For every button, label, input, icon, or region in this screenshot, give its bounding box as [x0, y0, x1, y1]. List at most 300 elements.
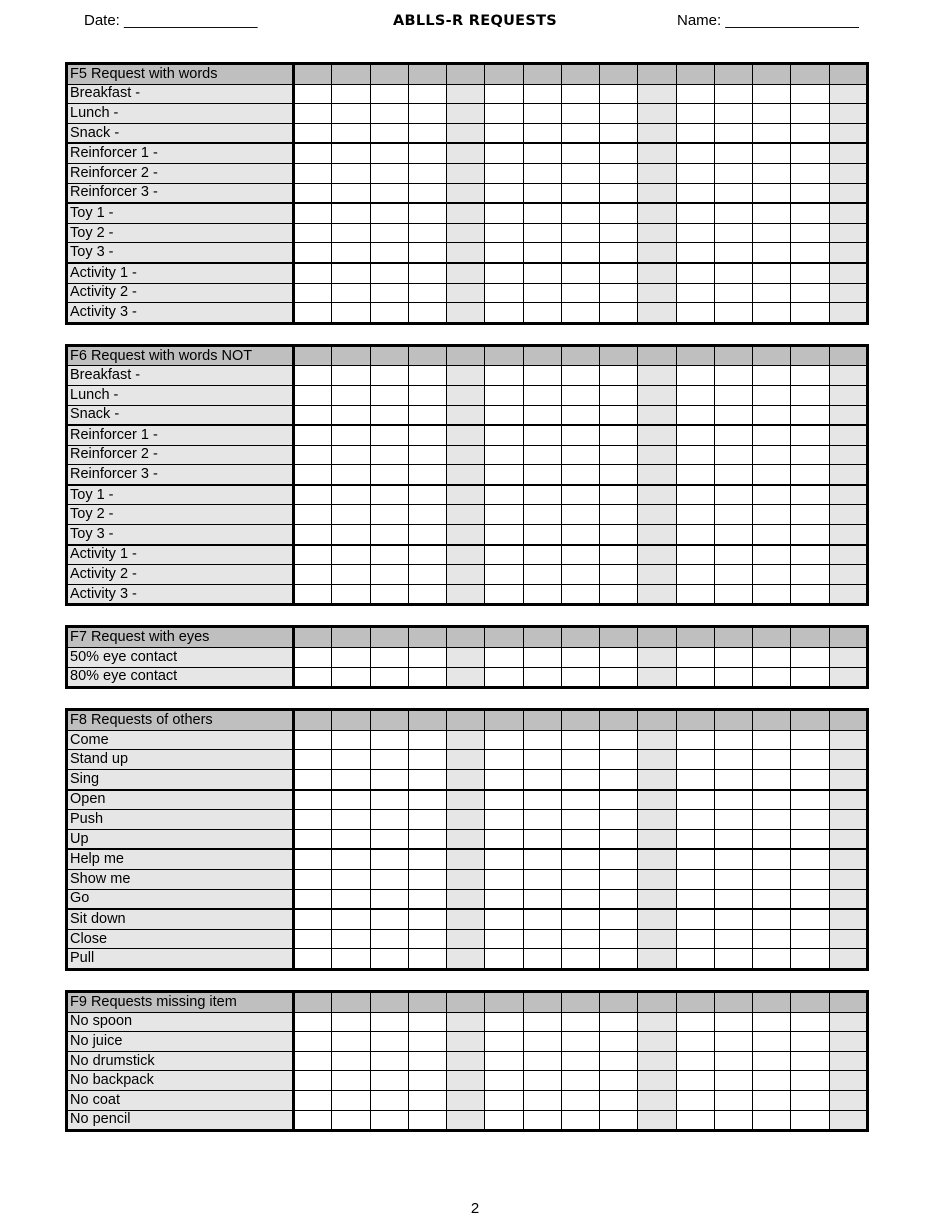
tally-cell[interactable]	[676, 366, 714, 386]
tally-cell[interactable]	[829, 730, 867, 750]
tally-cell[interactable]	[523, 465, 561, 485]
tally-cell[interactable]	[523, 545, 561, 565]
tally-cell[interactable]	[600, 425, 638, 445]
tally-cell[interactable]	[370, 730, 408, 750]
tally-cell[interactable]	[600, 505, 638, 525]
tally-cell[interactable]	[485, 183, 523, 203]
tally-cell[interactable]	[753, 104, 791, 124]
tally-cell[interactable]	[485, 505, 523, 525]
tally-cell[interactable]	[600, 648, 638, 668]
tally-cell[interactable]	[753, 405, 791, 425]
tally-cell[interactable]	[638, 465, 676, 485]
tally-cell[interactable]	[829, 505, 867, 525]
tally-cell[interactable]	[676, 1071, 714, 1091]
tally-cell[interactable]	[791, 929, 829, 949]
tally-cell[interactable]	[408, 243, 446, 263]
tally-cell[interactable]	[332, 770, 370, 790]
tally-cell[interactable]	[791, 243, 829, 263]
tally-cell[interactable]	[370, 849, 408, 869]
tally-cell[interactable]	[600, 84, 638, 104]
tally-cell[interactable]	[676, 183, 714, 203]
tally-cell[interactable]	[676, 163, 714, 183]
tally-cell[interactable]	[523, 565, 561, 585]
tally-cell[interactable]	[370, 1032, 408, 1052]
tally-cell[interactable]	[638, 770, 676, 790]
tally-cell[interactable]	[408, 750, 446, 770]
tally-cell[interactable]	[600, 366, 638, 386]
tally-cell[interactable]	[753, 505, 791, 525]
tally-cell[interactable]	[753, 84, 791, 104]
tally-cell[interactable]	[408, 1032, 446, 1052]
tally-cell[interactable]	[485, 425, 523, 445]
tally-cell[interactable]	[485, 1051, 523, 1071]
tally-cell[interactable]	[753, 750, 791, 770]
tally-cell[interactable]	[600, 730, 638, 750]
tally-cell[interactable]	[753, 183, 791, 203]
tally-cell[interactable]	[370, 203, 408, 223]
tally-cell[interactable]	[791, 445, 829, 465]
tally-cell[interactable]	[753, 565, 791, 585]
tally-cell[interactable]	[714, 667, 752, 688]
tally-cell[interactable]	[561, 810, 599, 830]
tally-cell[interactable]	[370, 525, 408, 545]
tally-cell[interactable]	[485, 405, 523, 425]
tally-cell[interactable]	[714, 1071, 752, 1091]
tally-cell[interactable]	[332, 1012, 370, 1032]
tally-cell[interactable]	[753, 425, 791, 445]
tally-cell[interactable]	[753, 1012, 791, 1032]
tally-cell[interactable]	[753, 849, 791, 869]
tally-cell[interactable]	[676, 223, 714, 243]
tally-cell[interactable]	[600, 1032, 638, 1052]
tally-cell[interactable]	[447, 730, 485, 750]
tally-cell[interactable]	[485, 525, 523, 545]
tally-cell[interactable]	[332, 385, 370, 405]
tally-cell[interactable]	[485, 730, 523, 750]
tally-cell[interactable]	[561, 565, 599, 585]
tally-cell[interactable]	[561, 1071, 599, 1091]
tally-cell[interactable]	[561, 163, 599, 183]
tally-cell[interactable]	[829, 1012, 867, 1032]
tally-cell[interactable]	[447, 525, 485, 545]
tally-cell[interactable]	[638, 1110, 676, 1131]
tally-cell[interactable]	[523, 889, 561, 909]
tally-cell[interactable]	[561, 584, 599, 605]
tally-cell[interactable]	[638, 123, 676, 143]
tally-cell[interactable]	[600, 525, 638, 545]
tally-cell[interactable]	[791, 143, 829, 163]
tally-cell[interactable]	[676, 283, 714, 303]
tally-cell[interactable]	[829, 263, 867, 283]
tally-cell[interactable]	[485, 790, 523, 810]
tally-cell[interactable]	[638, 505, 676, 525]
tally-cell[interactable]	[485, 565, 523, 585]
tally-cell[interactable]	[791, 385, 829, 405]
tally-cell[interactable]	[523, 303, 561, 324]
tally-cell[interactable]	[447, 163, 485, 183]
tally-cell[interactable]	[294, 366, 332, 386]
tally-cell[interactable]	[638, 425, 676, 445]
tally-cell[interactable]	[714, 465, 752, 485]
tally-cell[interactable]	[523, 849, 561, 869]
tally-cell[interactable]	[638, 849, 676, 869]
tally-cell[interactable]	[791, 465, 829, 485]
tally-cell[interactable]	[332, 829, 370, 849]
tally-cell[interactable]	[370, 929, 408, 949]
tally-cell[interactable]	[676, 445, 714, 465]
tally-cell[interactable]	[447, 648, 485, 668]
tally-cell[interactable]	[447, 909, 485, 929]
tally-cell[interactable]	[600, 584, 638, 605]
tally-cell[interactable]	[638, 545, 676, 565]
tally-cell[interactable]	[523, 869, 561, 889]
tally-cell[interactable]	[523, 1071, 561, 1091]
tally-cell[interactable]	[332, 584, 370, 605]
tally-cell[interactable]	[485, 445, 523, 465]
tally-cell[interactable]	[676, 505, 714, 525]
tally-cell[interactable]	[332, 545, 370, 565]
tally-cell[interactable]	[753, 203, 791, 223]
tally-cell[interactable]	[638, 243, 676, 263]
tally-cell[interactable]	[676, 849, 714, 869]
tally-cell[interactable]	[332, 505, 370, 525]
tally-cell[interactable]	[600, 405, 638, 425]
tally-cell[interactable]	[829, 1032, 867, 1052]
tally-cell[interactable]	[600, 770, 638, 790]
tally-cell[interactable]	[714, 303, 752, 324]
tally-cell[interactable]	[370, 465, 408, 485]
tally-cell[interactable]	[408, 1090, 446, 1110]
tally-cell[interactable]	[600, 263, 638, 283]
tally-cell[interactable]	[600, 1012, 638, 1032]
tally-cell[interactable]	[714, 84, 752, 104]
tally-cell[interactable]	[332, 849, 370, 869]
tally-cell[interactable]	[447, 104, 485, 124]
tally-cell[interactable]	[332, 869, 370, 889]
tally-cell[interactable]	[485, 385, 523, 405]
tally-cell[interactable]	[294, 909, 332, 929]
tally-cell[interactable]	[676, 84, 714, 104]
tally-cell[interactable]	[676, 1090, 714, 1110]
tally-cell[interactable]	[485, 1032, 523, 1052]
tally-cell[interactable]	[332, 465, 370, 485]
tally-cell[interactable]	[294, 84, 332, 104]
tally-cell[interactable]	[294, 730, 332, 750]
tally-cell[interactable]	[408, 667, 446, 688]
tally-cell[interactable]	[447, 223, 485, 243]
tally-cell[interactable]	[561, 750, 599, 770]
tally-cell[interactable]	[753, 163, 791, 183]
tally-cell[interactable]	[829, 869, 867, 889]
tally-cell[interactable]	[370, 163, 408, 183]
tally-cell[interactable]	[753, 303, 791, 324]
tally-cell[interactable]	[676, 303, 714, 324]
tally-cell[interactable]	[676, 810, 714, 830]
tally-cell[interactable]	[600, 163, 638, 183]
tally-cell[interactable]	[370, 385, 408, 405]
tally-cell[interactable]	[485, 667, 523, 688]
tally-cell[interactable]	[676, 465, 714, 485]
tally-cell[interactable]	[332, 525, 370, 545]
tally-cell[interactable]	[447, 405, 485, 425]
tally-cell[interactable]	[332, 810, 370, 830]
tally-cell[interactable]	[485, 810, 523, 830]
tally-cell[interactable]	[829, 909, 867, 929]
tally-cell[interactable]	[294, 425, 332, 445]
tally-cell[interactable]	[561, 303, 599, 324]
tally-cell[interactable]	[561, 445, 599, 465]
tally-cell[interactable]	[332, 1110, 370, 1131]
tally-cell[interactable]	[600, 1090, 638, 1110]
tally-cell[interactable]	[332, 445, 370, 465]
tally-cell[interactable]	[638, 790, 676, 810]
tally-cell[interactable]	[523, 525, 561, 545]
tally-cell[interactable]	[523, 123, 561, 143]
tally-cell[interactable]	[561, 465, 599, 485]
tally-cell[interactable]	[294, 565, 332, 585]
tally-cell[interactable]	[791, 770, 829, 790]
tally-cell[interactable]	[370, 648, 408, 668]
tally-cell[interactable]	[829, 584, 867, 605]
tally-cell[interactable]	[638, 1071, 676, 1091]
tally-cell[interactable]	[294, 104, 332, 124]
tally-cell[interactable]	[753, 1110, 791, 1131]
tally-cell[interactable]	[676, 750, 714, 770]
tally-cell[interactable]	[829, 667, 867, 688]
tally-cell[interactable]	[294, 385, 332, 405]
tally-cell[interactable]	[791, 163, 829, 183]
tally-cell[interactable]	[294, 485, 332, 505]
tally-cell[interactable]	[408, 770, 446, 790]
tally-cell[interactable]	[676, 909, 714, 929]
tally-cell[interactable]	[638, 648, 676, 668]
tally-cell[interactable]	[600, 223, 638, 243]
tally-cell[interactable]	[332, 790, 370, 810]
tally-cell[interactable]	[676, 1051, 714, 1071]
tally-cell[interactable]	[753, 770, 791, 790]
tally-cell[interactable]	[408, 545, 446, 565]
tally-cell[interactable]	[332, 909, 370, 929]
tally-cell[interactable]	[676, 949, 714, 970]
tally-cell[interactable]	[638, 949, 676, 970]
tally-cell[interactable]	[829, 829, 867, 849]
tally-cell[interactable]	[523, 485, 561, 505]
tally-cell[interactable]	[370, 283, 408, 303]
tally-cell[interactable]	[485, 303, 523, 324]
tally-cell[interactable]	[676, 730, 714, 750]
tally-cell[interactable]	[638, 929, 676, 949]
tally-cell[interactable]	[791, 849, 829, 869]
tally-cell[interactable]	[408, 203, 446, 223]
tally-cell[interactable]	[791, 790, 829, 810]
tally-cell[interactable]	[791, 869, 829, 889]
tally-cell[interactable]	[676, 143, 714, 163]
tally-cell[interactable]	[447, 1012, 485, 1032]
tally-cell[interactable]	[370, 485, 408, 505]
tally-cell[interactable]	[791, 405, 829, 425]
tally-cell[interactable]	[294, 183, 332, 203]
tally-cell[interactable]	[753, 465, 791, 485]
tally-cell[interactable]	[829, 425, 867, 445]
tally-cell[interactable]	[600, 909, 638, 929]
tally-cell[interactable]	[294, 1051, 332, 1071]
tally-cell[interactable]	[714, 750, 752, 770]
tally-cell[interactable]	[408, 584, 446, 605]
tally-cell[interactable]	[447, 143, 485, 163]
tally-cell[interactable]	[714, 849, 752, 869]
tally-cell[interactable]	[638, 810, 676, 830]
tally-cell[interactable]	[829, 770, 867, 790]
tally-cell[interactable]	[791, 223, 829, 243]
tally-cell[interactable]	[370, 243, 408, 263]
tally-cell[interactable]	[523, 183, 561, 203]
tally-cell[interactable]	[714, 869, 752, 889]
tally-cell[interactable]	[561, 929, 599, 949]
tally-cell[interactable]	[714, 1032, 752, 1052]
tally-cell[interactable]	[370, 770, 408, 790]
tally-cell[interactable]	[753, 243, 791, 263]
tally-cell[interactable]	[714, 909, 752, 929]
tally-cell[interactable]	[791, 730, 829, 750]
tally-cell[interactable]	[561, 525, 599, 545]
tally-cell[interactable]	[600, 445, 638, 465]
tally-cell[interactable]	[753, 949, 791, 970]
tally-cell[interactable]	[791, 283, 829, 303]
tally-cell[interactable]	[600, 545, 638, 565]
tally-cell[interactable]	[485, 1071, 523, 1091]
tally-cell[interactable]	[829, 163, 867, 183]
tally-cell[interactable]	[561, 1051, 599, 1071]
tally-cell[interactable]	[753, 648, 791, 668]
tally-cell[interactable]	[791, 366, 829, 386]
tally-cell[interactable]	[714, 829, 752, 849]
tally-cell[interactable]	[408, 366, 446, 386]
tally-cell[interactable]	[485, 465, 523, 485]
tally-cell[interactable]	[714, 143, 752, 163]
tally-cell[interactable]	[523, 405, 561, 425]
tally-cell[interactable]	[370, 366, 408, 386]
tally-cell[interactable]	[370, 869, 408, 889]
tally-cell[interactable]	[294, 949, 332, 970]
tally-cell[interactable]	[523, 790, 561, 810]
tally-cell[interactable]	[714, 565, 752, 585]
tally-cell[interactable]	[485, 949, 523, 970]
tally-cell[interactable]	[829, 385, 867, 405]
tally-cell[interactable]	[829, 790, 867, 810]
tally-cell[interactable]	[408, 303, 446, 324]
tally-cell[interactable]	[523, 104, 561, 124]
tally-cell[interactable]	[523, 385, 561, 405]
tally-cell[interactable]	[523, 1032, 561, 1052]
tally-cell[interactable]	[370, 909, 408, 929]
tally-cell[interactable]	[638, 829, 676, 849]
tally-cell[interactable]	[791, 667, 829, 688]
tally-cell[interactable]	[523, 84, 561, 104]
tally-cell[interactable]	[829, 545, 867, 565]
tally-cell[interactable]	[600, 1051, 638, 1071]
tally-cell[interactable]	[485, 84, 523, 104]
tally-cell[interactable]	[561, 263, 599, 283]
tally-cell[interactable]	[523, 445, 561, 465]
tally-cell[interactable]	[408, 183, 446, 203]
tally-cell[interactable]	[829, 223, 867, 243]
tally-cell[interactable]	[829, 750, 867, 770]
tally-cell[interactable]	[676, 1032, 714, 1052]
tally-cell[interactable]	[523, 143, 561, 163]
tally-cell[interactable]	[332, 949, 370, 970]
tally-cell[interactable]	[829, 243, 867, 263]
tally-cell[interactable]	[829, 1051, 867, 1071]
tally-cell[interactable]	[561, 425, 599, 445]
tally-cell[interactable]	[791, 810, 829, 830]
tally-cell[interactable]	[561, 1090, 599, 1110]
tally-cell[interactable]	[408, 648, 446, 668]
tally-cell[interactable]	[829, 565, 867, 585]
tally-cell[interactable]	[676, 243, 714, 263]
tally-cell[interactable]	[676, 929, 714, 949]
tally-cell[interactable]	[332, 84, 370, 104]
tally-cell[interactable]	[791, 565, 829, 585]
tally-cell[interactable]	[523, 829, 561, 849]
tally-cell[interactable]	[523, 163, 561, 183]
tally-cell[interactable]	[447, 949, 485, 970]
tally-cell[interactable]	[294, 143, 332, 163]
tally-cell[interactable]	[561, 667, 599, 688]
tally-cell[interactable]	[447, 243, 485, 263]
tally-cell[interactable]	[676, 584, 714, 605]
tally-cell[interactable]	[485, 829, 523, 849]
tally-cell[interactable]	[332, 223, 370, 243]
tally-cell[interactable]	[485, 163, 523, 183]
tally-cell[interactable]	[600, 949, 638, 970]
tally-cell[interactable]	[447, 869, 485, 889]
tally-cell[interactable]	[332, 485, 370, 505]
tally-cell[interactable]	[523, 949, 561, 970]
tally-cell[interactable]	[561, 385, 599, 405]
tally-cell[interactable]	[600, 750, 638, 770]
tally-cell[interactable]	[370, 584, 408, 605]
tally-cell[interactable]	[600, 1071, 638, 1091]
tally-cell[interactable]	[714, 123, 752, 143]
tally-cell[interactable]	[676, 525, 714, 545]
tally-cell[interactable]	[523, 1090, 561, 1110]
tally-cell[interactable]	[600, 385, 638, 405]
tally-cell[interactable]	[714, 283, 752, 303]
tally-cell[interactable]	[485, 104, 523, 124]
tally-cell[interactable]	[485, 243, 523, 263]
tally-cell[interactable]	[523, 909, 561, 929]
tally-cell[interactable]	[753, 545, 791, 565]
tally-cell[interactable]	[332, 203, 370, 223]
tally-cell[interactable]	[714, 1090, 752, 1110]
tally-cell[interactable]	[714, 425, 752, 445]
tally-cell[interactable]	[408, 929, 446, 949]
tally-cell[interactable]	[753, 810, 791, 830]
tally-cell[interactable]	[332, 1071, 370, 1091]
tally-cell[interactable]	[523, 750, 561, 770]
tally-cell[interactable]	[485, 869, 523, 889]
tally-cell[interactable]	[294, 123, 332, 143]
tally-cell[interactable]	[714, 203, 752, 223]
tally-cell[interactable]	[829, 405, 867, 425]
tally-cell[interactable]	[561, 545, 599, 565]
tally-cell[interactable]	[370, 790, 408, 810]
tally-cell[interactable]	[332, 163, 370, 183]
tally-cell[interactable]	[332, 425, 370, 445]
tally-cell[interactable]	[485, 263, 523, 283]
tally-cell[interactable]	[523, 1012, 561, 1032]
tally-cell[interactable]	[638, 1032, 676, 1052]
